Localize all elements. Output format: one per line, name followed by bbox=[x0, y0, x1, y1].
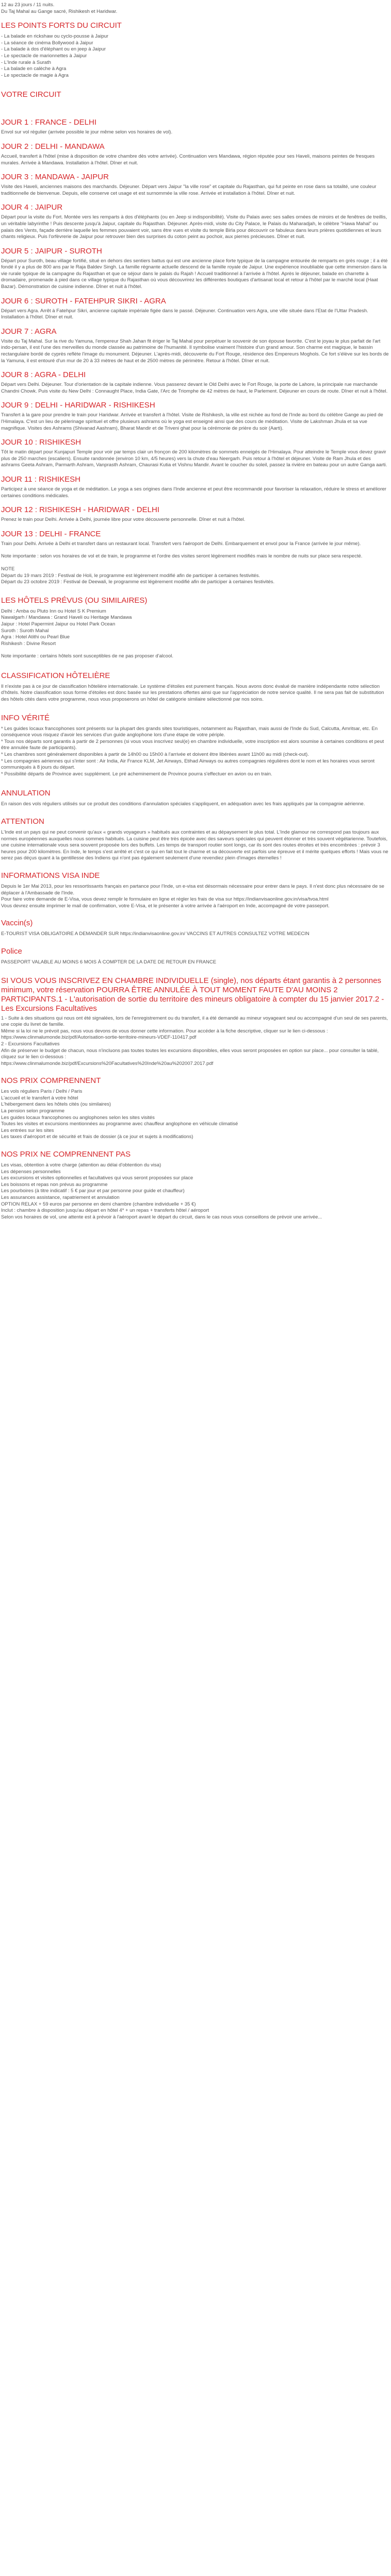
day-5 bbox=[1, 247, 390, 291]
list-item: - L'Inde rurale à Surath bbox=[1, 59, 51, 65]
note-dates bbox=[1, 566, 390, 586]
list-item: Agra : Hotel Atithi ou Pearl Blue bbox=[1, 634, 70, 640]
day-title: JOUR 13 : DELHI - FRANCE bbox=[1, 529, 101, 538]
list-item: Les boissons et repas non prévus au programme bbox=[1, 1181, 108, 1188]
single-notice: SI VOUS VOUS INSCRIVEZ EN CHAMBRE INDIVIDUELLE (single), nos départs étant garantis à 2 personnes minimum, votre réservation POURRA ÊTRE ANNULÉE À TOUT MOMENT FAUTE D'AU MOINS 2 PARTICIPANTS.1 - L'autorisation de sortie du territoire des mineurs obligatoire à compter du 15 janvier 2017.2 - Les Excursions Facultatives bbox=[1, 976, 384, 1013]
single-details bbox=[1, 1015, 390, 1067]
points-forts-list bbox=[1, 33, 390, 79]
list-item: Nawalgarh / Mandawa : Grand Haveli ou Heritage Mandawa bbox=[1, 615, 132, 621]
day-11 bbox=[1, 475, 390, 499]
list-item: L'accueil et le transfert à votre hôtel bbox=[1, 1095, 78, 1101]
detail-line: 1 - Suite à des situations qui nous ont été signalées, lors de l'enregistrement ou du transfert, il a été demandé au mineur voyageant seul ou accompagné d'un seul de ses parents, une copie du livret de famille. bbox=[1, 1015, 388, 1028]
day-title: JOUR 3 : MANDAWA - JAIPUR bbox=[1, 173, 109, 182]
list-item: Les vols réguliers Paris / Delhi / Paris bbox=[1, 1089, 83, 1095]
day-title: JOUR 12 : RISHIKESH - HARIDWAR - DELHI bbox=[1, 505, 159, 515]
day-12 bbox=[1, 505, 390, 523]
day-3 bbox=[1, 173, 390, 197]
day-title: JOUR 5 : JAIPUR - SUROTH bbox=[1, 246, 102, 256]
detail-link[interactable]: https://www.clinmalumonde.biz/pdf/Excursions%20Facultatives%20Inde%20au%202007.2017.pdf bbox=[1, 1060, 214, 1066]
vaccins-title: Vaccin(s) bbox=[1, 919, 33, 928]
day-text: Visite des Haveli, anciennes maisons des marchands. Déjeuner. Départ vers Jaipur "la ville rose" et capitale du Rajasthan, qui fut peinte en rose dans sa totalité, une couleur traditionnelle de bienvenue. Depuis, elle conserve cet usage et est surnommée la ville rose. Arrivée et installation à l'hôtel. Dîner et nuit. bbox=[1, 184, 377, 196]
day-title: JOUR 2 : DELHI - MANDAWA bbox=[1, 142, 105, 151]
intro bbox=[1, 2, 390, 15]
points-forts-title: LES POINTS FORTS DU CIRCUIT bbox=[1, 21, 122, 30]
day-title: JOUR 1 : FRANCE - DELHI bbox=[1, 118, 97, 127]
visa-list bbox=[1, 884, 390, 909]
day-title: JOUR 6 : SUROTH - FATEHPUR SIKRI - AGRA bbox=[1, 296, 166, 306]
classification-title: CLASSIFICATION HÔTELIÈRE bbox=[1, 671, 110, 680]
list-item: Vous devrez ensuite imprimer le mail de confirmation, votre E-Visa, et le présenter à votre arrivée à l'aéroport en Inde, accompagné de votre passeport. bbox=[1, 903, 330, 909]
list-item: - La balade à dos d'éléphant ou en jeep à Jaipur bbox=[1, 46, 106, 53]
detail-line: Afin de préserver le budget de chacun, nous n'incluons pas toutes toutes les excursions disponibles, elles vous seront proposées en option sur place... pour consulter la tablé, cliquez sur le lien ci-dessous : bbox=[1, 1047, 379, 1060]
list-item: La pension selon programme bbox=[1, 1108, 65, 1114]
list-item: Les pourboires (à titre indicatif : 5 € par jour et par personne pour guide et chauffeur) bbox=[1, 1188, 185, 1194]
list-item: - Le spectacle de marionnettes à Jaipur bbox=[1, 53, 87, 59]
day-text: Prenez le train pour Delhi. Arrivée à Delhi, journée libre pour votre découverte personnelle. Dîner et nuit à l'hôtel. bbox=[1, 517, 246, 523]
prix-comprennent-list bbox=[1, 1089, 390, 1141]
list-item: * Tous nos départs sont garantis à partir de 2 personnes (si vous vous inscrivez seul(e) en chambre individuelle, votre inscription est alors soumise à certaines conditions et peut être annulée faute de participants). bbox=[1, 738, 384, 751]
vaccins-text: E-TOURIST VISA OBLIGATOIRE A DEMANDER SUR https://indianvisaonline.gov.in/ VACCINS ET AUTRES CONSULTEZ VOTRE MEDECIN bbox=[1, 931, 309, 937]
note-label: NOTE bbox=[1, 566, 15, 572]
day-title: JOUR 9 : DELHI - HARIDWAR - RISHIKESH bbox=[1, 401, 155, 410]
day-text: Participez à une séance de yoga et de méditation. Le yoga a ses origines dans l'Inde ancienne et peut être recommandé pour favoriser la relaxation, réduire le stress et améliorer certaines conditions médicales. bbox=[1, 486, 386, 499]
detail-link[interactable]: https://www.clinmalumonde.biz/pdf/Autorisation-sortie-territoire-mineurs-VDEF-110417.pdf bbox=[1, 1035, 197, 1041]
day-text: Visite du Taj Mahal. Sur la rive du Yamuna, l'empereur Shah Jahan fit ériger le Taj Mahal pour perpétuer le souvenir de son épouse favorite. C'est le joyau le plus parfait de l'art indo-persan, il est l'une des merveilles du monde classée au patrimoine de l'humanité. Il symbolise vraiment l'histoire d'un grand amour. Son charme est magique, le bassin rectangulaire bordé de cyprès reflète l'image du monument. Déjeuner. L'après-midi, découverte du Fort Rouge, résidence des Empereurs Moghols. Ce fort s'élève sur les bords de la Yamuna, il est entouré d'un mur de 20 à 33 mètres de haut et de 2500 mètres de périmètre. Retour à l'hôtel. Dîner et nuit. bbox=[1, 338, 389, 364]
intro-duration: 12 au 23 jours / 11 nuits. bbox=[1, 2, 55, 8]
visa-title: INFORMATIONS VISA INDE bbox=[1, 871, 100, 880]
day-2 bbox=[1, 142, 390, 166]
list-item: Selon vos horaires de vol, une attente est à prévoir à l'aéroport avant le départ du circuit, dans le cas nous vous conseillons de prévoir une arrivée... bbox=[1, 1214, 322, 1220]
prix-ne-comprennent-title: NOS PRIX NE COMPRENNENT PAS bbox=[1, 1150, 131, 1159]
day-text: Départ vers Delhi. Déjeuner. Tour d'orientation de la capitale indienne. Vous passerez devant le Old Delhi avec le Fort Rouge, la porte de Lahore, la principale rue marchande Chandni Chowk. Puis visite du New Delhi : Connaught Place, India Gate, l'Arc de Triomphe de 42 mètres de haut, le Parlement. Déjeuner en cours de route. Dîner et nuit à l'hôtel. bbox=[1, 382, 388, 394]
day-text: Transfert à la gare pour prendre le train pour Haridwar. Arrivée et transfert à l'hôtel. Visite de Rishikesh, la ville est nichée au fond de l'Inde au bord du célèbre Gange au pied de l'Himalaya. C'est un lieu de pèlerinage spirituel et offre plusieurs ashrams où le yoga est enseigné ainsi que des cours de méditation. Visite de Lakshman Jhula et sa vue magnifique. Visites des Ashrams (Shivanad Aashram), Bharat Mandir et de Triveni ghat pour la cérémonie de prière du soir (Aarti). bbox=[1, 412, 383, 431]
day-text: Accueil, transfert à l'hôtel (mise à disposition de votre chambre dès votre arrivée). Continuation vers Mandawa, région réputée pour ses Haveli, maisons peintes de fresques murales. Arrivée à Mandawa. Installation à l'hôtel. Dîner et nuit. bbox=[1, 153, 375, 166]
list-item: Les excursions et visites optionnelles et facultatives qui vous seront proposées sur place bbox=[1, 1175, 193, 1181]
list-item: * Possibilité départs de Province avec supplément. Le pré acheminement de Province pourra s'effectuer en avion ou en train. bbox=[1, 771, 272, 777]
day-text: Départ vers Agra. Arrêt à Fatehpur Sikri, ancienne capitale impériale figée dans le passé. Déjeuner. Continuation vers Agra, une ville située dans l'Etat de l'Uttar Pradesh. Installation à l'hôtel. Dîner et nuit. bbox=[1, 308, 368, 320]
list-item: * Les chambres sont généralement disponibles à partir de 14h00 ou 15h00 à l'arrivée et doivent être libérées avant 11h00 au midi (check-out). bbox=[1, 752, 309, 758]
day-title: JOUR 10 : RISHIKESH bbox=[1, 438, 82, 447]
day-title: JOUR 8 : AGRA - DELHI bbox=[1, 370, 86, 380]
list-item: Les guides locaux francophones ou anglophones selon les sites visités bbox=[1, 1114, 155, 1121]
day-4 bbox=[1, 203, 390, 240]
list-item: Depuis le 1er Mai 2013, pour les ressortissants français en partance pour l'Inde, un e-visa est désormais nécessaire pour entrer dans le pays. Il n'est donc plus nécessaire de se déplacer à l'Ambassade de l'Inde. bbox=[1, 883, 384, 896]
day-text: Train pour Delhi. Arrivée à Delhi et transfert dans un restaurant local. Transfert vers l'aéroport de Delhi. Embarquement et envol pour la France (arrivée le jour même). bbox=[1, 540, 361, 547]
police-title: Police bbox=[1, 946, 22, 956]
note-line: Départ du 23 octobre 2019 : Festival de Deewali, le programme est légèrement modifié afin de participer à certaines festivités. bbox=[1, 579, 275, 585]
hotels-note: Note importante : certains hôtels sont susceptibles de ne pas proposer d'alcool. bbox=[1, 653, 173, 659]
day-1 bbox=[1, 118, 390, 136]
day-13 bbox=[1, 530, 390, 548]
list-item: Les dépenses personnelles bbox=[1, 1168, 61, 1175]
list-item: Delhi : Amba ou Pluto Inn ou Hotel S K Premium bbox=[1, 608, 106, 614]
note-line: Départ du 19 mars 2019 : Festival de Holi, le programme est légèrement modifié afin de participer à certaines festivités. bbox=[1, 572, 260, 579]
list-item: L'hébergement dans les hôtels cités (ou similaires) bbox=[1, 1101, 111, 1108]
list-item: - La balade en calèche à Agra bbox=[1, 66, 67, 72]
prix-comprennent-title: NOS PRIX COMPRENNENT bbox=[1, 1076, 101, 1086]
classification-text: Il n'existe pas à ce jour de classification hôtelière internationale. Le système d'étoiles est purement français. Nous avons donc évalué de manière indépendante notre sélection d'hôtels. Notre classification sous forme d'étoiles est donc basée sur les prestations offertes ainsi que sur l'appréciation de notre service qualité. Il ne sera pas fait de substitution des hôtels cités dans votre programme, nous vous proposerons un hôtel de catégorie similaire sélectionné par nos soins. bbox=[1, 683, 384, 703]
list-item: - La balade en rickshaw ou cyclo-pousse à Jaipur bbox=[1, 33, 109, 40]
list-item: Les taxes d'aéroport et de sécurité et frais de dossier (à ce jour et sujets à modifications) bbox=[1, 1134, 193, 1140]
list-item: Pour faire votre demande de E-Visa, vous devez remplir le formulaire en ligne et régler les frais de visa sur https://indianvisaonline.gov.in/visa/tvoa.html bbox=[1, 896, 329, 903]
list-item: OPTION RELAX + 59 euros par personne en demi chambre (chambre individuelle + 35 €) bbox=[1, 1201, 196, 1207]
prix-ne-comprennent-list bbox=[1, 1162, 390, 1221]
police-text: PASSEPORT VALABLE AU MOINS 6 MOIS À COMPTER DE LA DATE DE RETOUR EN FRANCE bbox=[1, 959, 217, 965]
annulation-title: ANNULATION bbox=[1, 789, 51, 798]
list-item: Les entrées sur les sites bbox=[1, 1127, 54, 1133]
day-10 bbox=[1, 438, 390, 469]
attention-title: ATTENTION bbox=[1, 817, 44, 826]
intro-subtitle: Du Taj Mahal au Gange sacré, Rishikesh et Haridwar. bbox=[1, 8, 118, 14]
list-item: Suroth : Suroth Mahal bbox=[1, 628, 49, 634]
list-item: * Les compagnies aériennes qui s'inter sont : Air India, Air France KLM, Jet Airways, Etihad Airways ou autres compagnies régulières dont le nom et les horaires vous seront communiqués à 8 jours du départ. bbox=[1, 758, 375, 771]
list-item: Jaipur : Hotel Papermint Jaipur ou Hotel Park Ocean bbox=[1, 621, 116, 627]
attention-text: L'Inde est un pays qui ne peut convenir qu'aux « grands voyageurs » habitués aux contraintes et au dépaysement le plus total. L'Inde glamour ne correspond pas toujours aux normes européennes auxquelles nous sommes habitués. La cuisine peut être très épicée avec des saveurs spéciales qui peuvent étonner et très souvent végétarienne. Toutefois, une cuisine internationale vous sera souvent proposée lors des buffets. Les temps de transport routier sont longs, car ils sont des routes étroites et très encombrées : prévoir 3 heures pour 200 kilomètres. En Inde, le temps s'est arrêté et c'est ce qui en fait tout le charme et sa découverte est parfois une épreuve et il mérite quelques efforts ! Mais vous ne serez pas déçus quant à la gentillesse des Indiens qui n'ont pas également seulement d'une revendiez plein d'images éternelles ! bbox=[1, 829, 388, 861]
page bbox=[0, 0, 391, 1221]
list-item: - La séance de cinéma Bollywood à Jaipur bbox=[1, 40, 93, 46]
day-text: Tôt le matin départ pour Kunjapuri Temple pour voir par temps clair un fronçon de 200 kilomètres de sommets enneigés de l'Himalaya. Pour atteindre le Temple vous devez gravir plus de 250 marches (escaliers). Ensuite randonnée (environ 10 km, 4/5 heures) vers la chute d'eau Neergarh. Puis retour à l'hôtel et déjeuner. Visite de Ram Jhula et des ashrams Geeta Ashram, Parmarth Ashram, Vanprasth Ashram, Chaurasi Kutia et Vishnu Mandir. Avant le coucher du soleil, passez la rivière en bateau pour un autre Ganga aarti. bbox=[1, 449, 387, 468]
annulation-text: En raison des vols réguliers utilisés sur ce produit des conditions d'annulation spéciales s'appliquent, en adéquation avec les frais appliqués par la compagnie aérienne. bbox=[1, 801, 365, 807]
day-7 bbox=[1, 327, 390, 364]
list-item: Toutes les visites et excursions mentionnées au programme avec chauffeur anglophone en véhicule climatisé bbox=[1, 1121, 238, 1127]
day-title: JOUR 11 : RISHIKESH bbox=[1, 474, 80, 484]
hotels-list bbox=[1, 608, 390, 648]
day-text: Envol sur vol régulier (arrivée possible le jour même selon vos horaires de vol). bbox=[1, 129, 173, 135]
note-important: Note importante : selon vos horaires de vol et de train, le programme et l'ordre des visites seront légèrement modifiés mais le nombre de nuits sur place sera respecté. bbox=[1, 553, 363, 560]
votre-circuit-title: VOTRE CIRCUIT bbox=[1, 90, 61, 99]
day-8 bbox=[1, 370, 390, 395]
day-9 bbox=[1, 401, 390, 432]
info-verite-list bbox=[1, 726, 390, 778]
detail-line: Même si la loi ne le prévoit pas, nous vous devons de vous donner cette information. Pour accéder à la fiche descriptive, cliquer sur le lien ci-dessous : bbox=[1, 1028, 328, 1034]
detail-line: 2 - Excursions Facultatives bbox=[1, 1041, 60, 1047]
hotels-title: LES HÔTELS PRÉVUS (OU SIMILAIRES) bbox=[1, 596, 148, 605]
list-item: Les visas, obtention à votre charge (attention au délai d'obtention du visa) bbox=[1, 1162, 161, 1168]
list-item: Inclut : chambre à disposition jusqu'au départ en hôtel 4* + un repas + transferts hôtel / aéroport bbox=[1, 1208, 209, 1214]
list-item: Rishikesh : Divine Resort bbox=[1, 640, 56, 647]
day-title: JOUR 7 : AGRA bbox=[1, 327, 57, 336]
day-text: Départ pour la visite du Fort. Montée vers les remparts à dos d'éléphants (ou en Jeep si indisponibilité). Visite du Palais avec ses salles ornées de miroirs et de fenêtres de treillis, un véritable labyrinthe ! Puis descente jusqu'à Jaipur, capitale du Rajasthan. Déjeuner. Après-midi, visite du City Palace, le Palais du Maharadjah, le célèbre "Hawa Mahal" ou palais des Vents, façade derrière laquelle les femmes pouvaient voir, sans être vues et visite du temple Birla pour découvrir ce fabuleux dans leurs prières quotidiennes et leurs chants religieux. Puis l'orfèvrerie de Jaipur pour retrouver bien des surprises du coton peint au pochoir, aux pierres précieuses. Dîner et nuit. bbox=[1, 214, 387, 240]
list-item: Les assurances assistance, rapatriement et annulation bbox=[1, 1195, 120, 1200]
day-6 bbox=[1, 297, 390, 321]
list-item: * Les guides locaux francophones sont présents sur la plupart des grands sites touristiques, notamment au Rajasthan, mais aussi de l'Inde du Sud, Calcutta, Amritsar, etc. En conséquence vous risquez d'avoir les services d'un guide anglophone lors d'une étape de votre périple. bbox=[1, 725, 378, 738]
list-item: - Le spectacle de magie à Agra bbox=[1, 72, 69, 78]
day-title: JOUR 4 : JAIPUR bbox=[1, 203, 63, 212]
day-text: Départ pour Suroth, beau village fortifié, situé en dehors des sentiers battus qui est une ancienne place forte typique de la campagne entourée de remparts en grès rouge ; il a été fondé il y a plus de 800 ans par le Raja Baldev Singh. La famille régnante actuelle descend de la famille royale de Jaipur. Une expérience inoubliable que cette immersion dans la vie rurale typique de la campagne du Rajasthan et que ce séjour dans le palais du Rajah ! Accueil traditionnel à l'arrivée à l'hôtel. Après le déjeuner, balade en charrette à dromadaire, promenade à pied dans ce village typique du Rajasthan où vous découvrirez les différentes boutiques d'artisanat local et retour à l'hôtel par le marché local (Haat Bazar). Démonstration de cuisine indienne. Dîner et nuit à l'hôtel. bbox=[1, 258, 388, 290]
info-verite-title: INFO VÉRITÉ bbox=[1, 713, 50, 722]
